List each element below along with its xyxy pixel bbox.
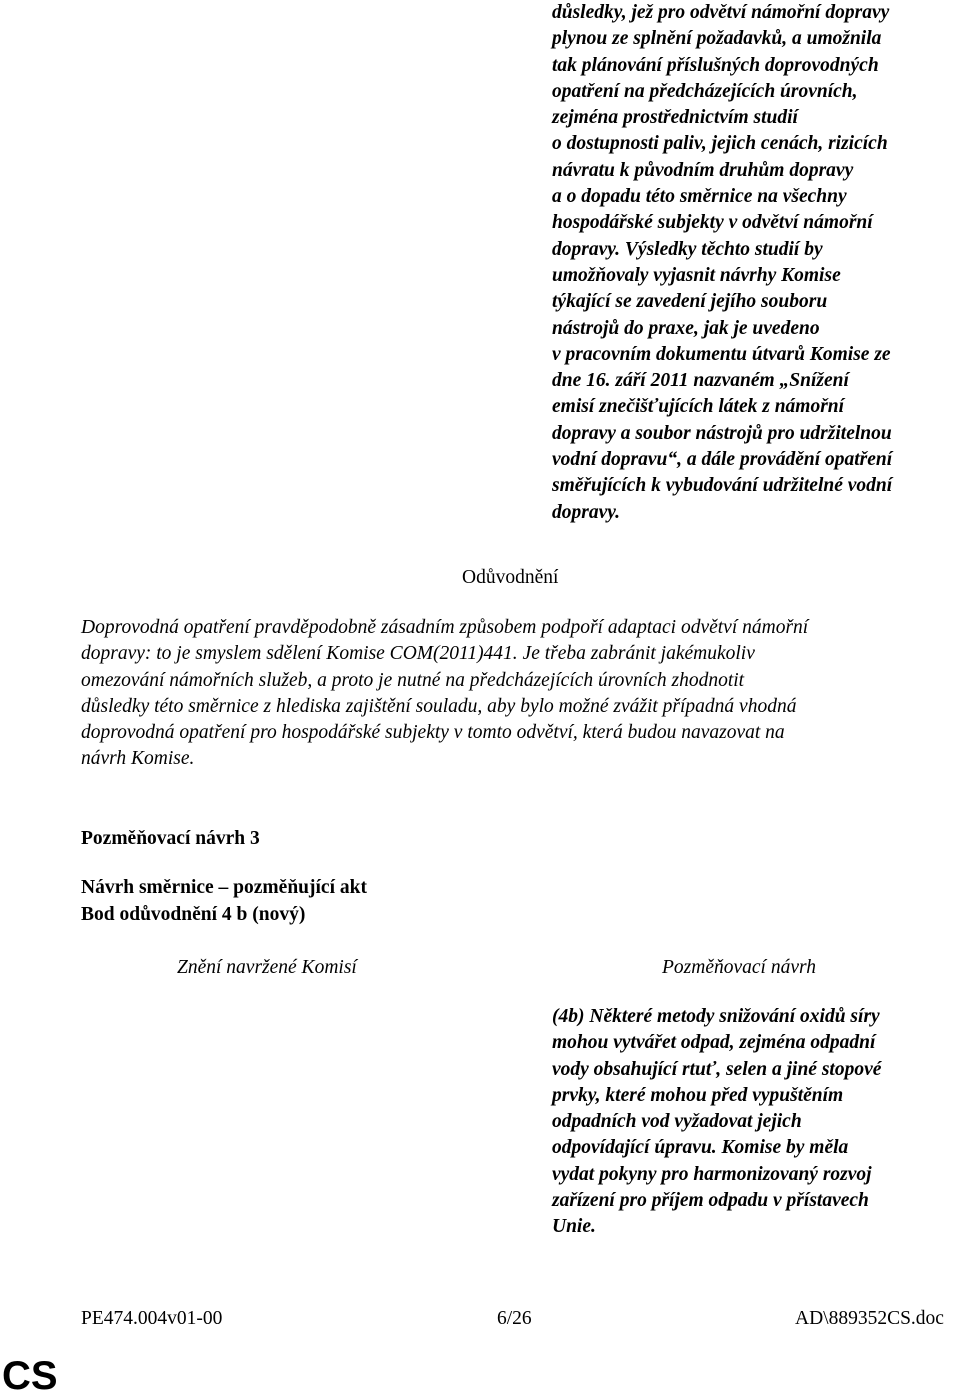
- text-line: doprovodná opatření pro hospodářské subjekty v tomto odvětví, která budou navazovat na: [81, 722, 785, 744]
- text-line: opatření na předcházejících úrovních,: [552, 80, 858, 102]
- justification-heading: Odůvodnění: [462, 567, 559, 588]
- text-line: vydat pokyny pro harmonizovaný rozvoj: [552, 1163, 872, 1185]
- text-line: a o dopadu této směrnice na všechny: [552, 186, 847, 208]
- footer-file-name: AD\889352CS.doc: [795, 1308, 944, 1329]
- text-line: nástrojů do praxe, jak je uvedeno: [552, 317, 820, 339]
- subtitle-line: Návrh směrnice – pozměňující akt: [81, 877, 367, 898]
- justification-paragraph: [81, 615, 960, 773]
- text-line: Unie.: [552, 1216, 596, 1238]
- text-line: o dostupnosti paliv, jejich cenách, rizicích: [552, 133, 888, 155]
- text-line: návratu k původním druhům dopravy: [552, 159, 854, 181]
- text-line: dopravy. Výsledky těchto studií by: [552, 238, 823, 260]
- text-line: emisí znečišťujících látek z námořní: [552, 396, 845, 418]
- column-heading-amendment: Pozměňovací návrh: [662, 957, 816, 978]
- text-line: vodní dopravu“, a dále provádění opatření: [552, 449, 893, 471]
- footer-page-number: 6/26: [497, 1308, 532, 1329]
- column-heading-commission-text: Znění navržené Komisí: [177, 957, 357, 978]
- text-line: dopravy a soubor nástrojů pro udržitelnou: [552, 422, 892, 444]
- text-line: týkající se zavedení jejího souboru: [552, 291, 828, 313]
- text-line: odpadních vod vyžadovat jejich: [552, 1111, 802, 1133]
- text-line: (4b) Některé metody snižování oxidů síry: [552, 1006, 880, 1027]
- text-line: návrh Komise.: [81, 748, 195, 770]
- text-line: tak plánování příslušných doprovodných: [552, 54, 879, 76]
- text-line: prvky, které mohou před vypuštěním: [552, 1084, 844, 1106]
- language-code: CS: [2, 1354, 58, 1398]
- text-line: zejména prostřednictvím studií: [552, 107, 798, 129]
- text-line: dopravy: to je smyslem sdělení Komise COM(2011)441. Je třeba zabránit jakémukoliv: [81, 643, 755, 665]
- text-line: odpovídající úpravu. Komise by měla: [552, 1137, 849, 1159]
- subtitle-line: Bod odůvodnění 4 b (nový): [81, 903, 306, 925]
- amendment-text: [552, 1004, 960, 1241]
- continued-amendment-text: [552, 0, 960, 526]
- text-line: plynou ze splnění požadavků, a umožnila: [552, 28, 882, 50]
- text-line: v pracovním dokumentu útvarů Komise ze: [552, 343, 891, 365]
- text-line: důsledky, jež pro odvětví námořní dopravy: [552, 2, 890, 23]
- text-line: směřujících k vybudování udržitelné vodní: [552, 475, 893, 497]
- text-line: vody obsahující rtuť, selen a jiné stopové: [552, 1058, 882, 1080]
- text-line: mohou vytvářet odpad, zejména odpadní: [552, 1032, 876, 1054]
- amendment-title: Pozměňovací návrh 3: [81, 828, 260, 849]
- text-line: dne 16. září 2011 nazvaném „Snížení: [552, 370, 849, 392]
- text-line: důsledky této směrnice z hlediska zajištění souladu, aby bylo možné zvážit případná vhodná: [81, 695, 797, 717]
- text-line: omezování námořních služeb, a proto je nutné na předcházejících úrovních zhodnotit: [81, 669, 745, 691]
- text-line: umožňovaly vyjasnit návrhy Komise: [552, 264, 841, 286]
- text-line: zařízení pro příjem odpadu v přístavech: [552, 1190, 869, 1212]
- text-line: Doprovodná opatření pravděpodobně zásadním způsobem podpoří adaptaci odvětví námořní: [81, 617, 809, 638]
- amendment-subtitle: [81, 875, 367, 928]
- footer-doc-reference: PE474.004v01-00: [81, 1308, 223, 1329]
- text-line: hospodářské subjekty v odvětví námořní: [552, 212, 873, 234]
- text-line: dopravy.: [552, 501, 621, 523]
